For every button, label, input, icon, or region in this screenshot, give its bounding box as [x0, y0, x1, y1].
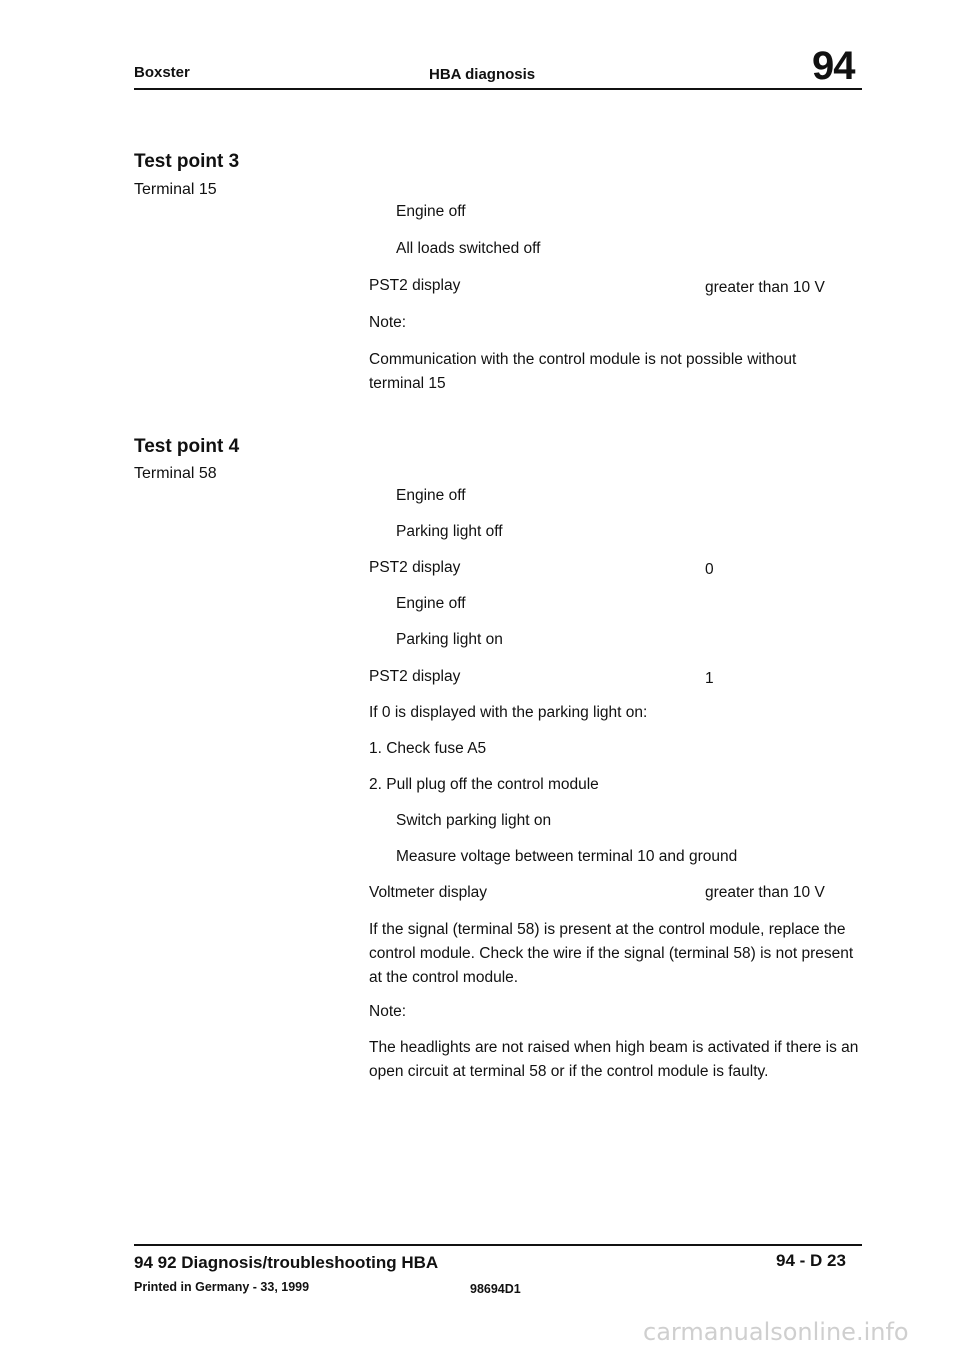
tp4-condition-b-light: Parking light on — [396, 631, 503, 648]
tp3-note-label: Note: — [369, 314, 407, 331]
tp3-display-label: PST2 display — [369, 277, 461, 294]
tp4-step-1: 1. Check fuse A5 — [369, 740, 487, 757]
test-point-4-terminal: Terminal 58 — [134, 465, 217, 482]
test-point-4-title: Test point 4 — [134, 436, 240, 457]
tp3-display-value: greater than 10 V — [705, 279, 825, 296]
header-rule — [134, 88, 862, 90]
tp4-note-label: Note: — [369, 1003, 407, 1020]
tp4-signal-text: If the signal (terminal 58) is present at the control module, replace the control module. Check the wire if the signal (terminal 58) is not present at the control module. — [369, 921, 854, 986]
test-point-3-title: Test point 3 — [134, 151, 240, 172]
tp3-note-text: Communication with the control module is not possible without terminal 15 — [369, 351, 797, 392]
footer-printed: Printed in Germany - 33, 1999 — [134, 1280, 310, 1294]
footer-code: 98694D1 — [470, 1282, 521, 1296]
tp3-condition-loads: All loads switched off — [396, 240, 541, 257]
tp4-step-2: 2. Pull plug off the control module — [369, 776, 599, 793]
section-number: 94 — [812, 44, 855, 88]
footer-rule — [134, 1244, 862, 1246]
tp4-display-a-label: PST2 display — [369, 559, 461, 576]
footer-title: 94 92 Diagnosis/troubleshooting HBA — [134, 1253, 439, 1272]
tp4-sub-step-light: Switch parking light on — [396, 812, 552, 829]
tp4-display-a-value: 0 — [705, 561, 714, 578]
tp4-if-zero: If 0 is displayed with the parking light on: — [369, 704, 648, 721]
tp4-display-b-value: 1 — [705, 670, 714, 687]
tp4-sub-step-measure: Measure voltage between terminal 10 and ground — [396, 848, 738, 865]
tp3-condition-engine: Engine off — [396, 203, 466, 220]
header-left: Boxster — [134, 64, 190, 81]
tp4-condition-a-light: Parking light off — [396, 523, 503, 540]
watermark: carmanualsonline.info — [643, 1318, 909, 1346]
footer-page-number: 94 - D 23 — [776, 1251, 846, 1270]
tp4-display-b-label: PST2 display — [369, 668, 461, 685]
tp4-voltmeter-value: greater than 10 V — [705, 884, 825, 901]
tp4-note-text: The headlights are not raised when high beam is activated if there is an open circuit at terminal 58 or if the control module is faulty. — [369, 1039, 859, 1080]
tp4-condition-b-engine: Engine off — [396, 595, 466, 612]
test-point-3-terminal: Terminal 15 — [134, 181, 217, 198]
tp4-voltmeter-label: Voltmeter display — [369, 884, 488, 901]
tp4-condition-a-engine: Engine off — [396, 487, 466, 504]
header-title: HBA diagnosis — [429, 66, 536, 83]
